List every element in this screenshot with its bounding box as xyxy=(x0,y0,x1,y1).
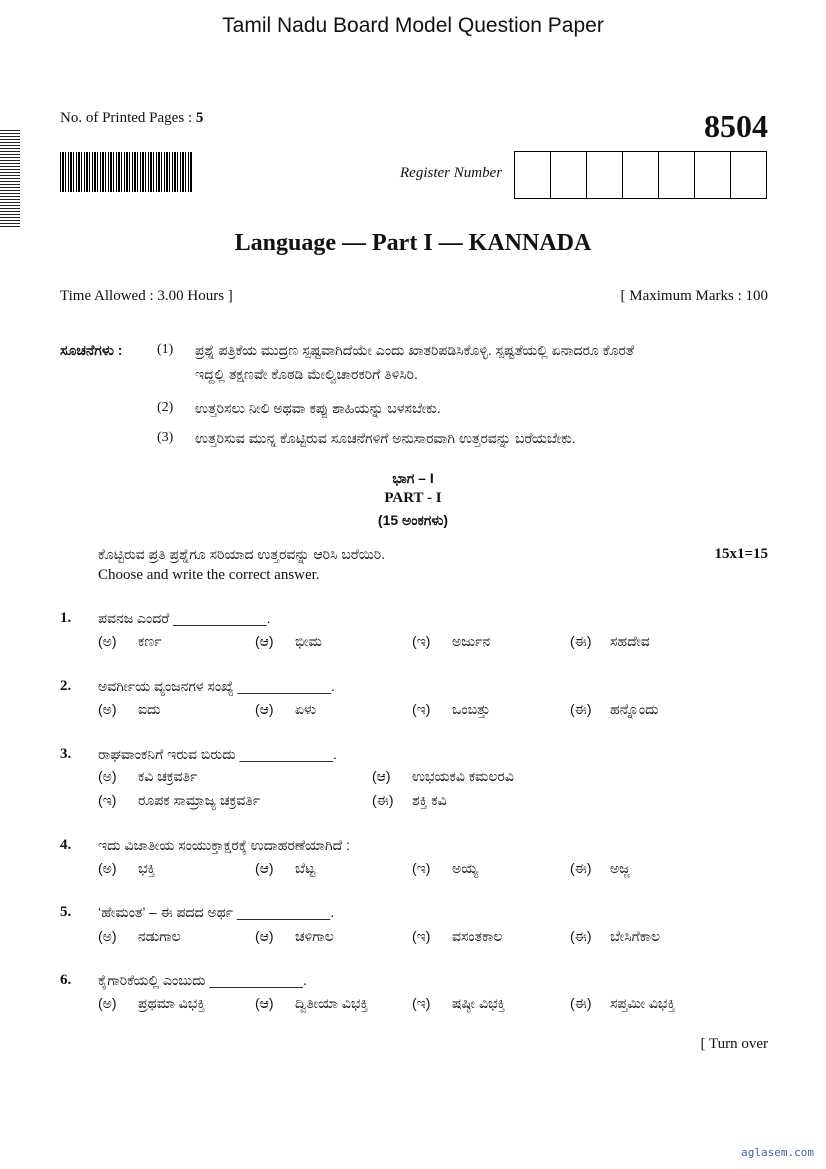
register-box xyxy=(587,152,623,198)
footer-site-link[interactable]: aglasem.com xyxy=(741,1146,814,1159)
option xyxy=(412,860,478,877)
option-label: (ಆ) xyxy=(255,633,274,649)
option-text: ಕವಿ ಚಕ್ರವರ್ತಿ xyxy=(138,768,198,784)
option-text: ವಸಂತಕಾಲ xyxy=(452,928,503,944)
option xyxy=(255,701,316,718)
option-text: ಅರ್ಜುನ xyxy=(452,633,491,649)
option-label: (ಈ) xyxy=(372,792,394,808)
option xyxy=(570,633,650,650)
option-text: ಉಭಯಕವಿ ಕಮಲರವಿ xyxy=(412,768,514,784)
question-text: ಇದು ವಿಜಾತೀಯ ಸಂಯುಕ್ತಾಕ್ಷರಕ್ಕೆ ಉದಾಹರಣೆಯಾಗಿದೆ : xyxy=(98,837,351,853)
option xyxy=(412,995,505,1012)
option-text: ಸಪ್ತಮೀ ವಿಭಕ್ತಿ xyxy=(610,995,676,1011)
option-text: ಸಹದೇವ xyxy=(610,633,650,649)
option-label: (ಅ) xyxy=(98,928,117,944)
option xyxy=(255,860,315,877)
register-box xyxy=(515,152,551,198)
printed-pages-label: No. of Printed Pages : xyxy=(60,110,193,126)
option-text: ಬೆಟ್ಟ xyxy=(295,860,316,876)
part-heading-kannada: ಭಾಗ – I xyxy=(392,470,434,486)
option-text: ಅಯ್ಯ xyxy=(452,860,479,876)
question-text: ಪವನಜ ಎಂದರೆ ____________. xyxy=(98,610,271,626)
option xyxy=(412,928,502,945)
option-text: ಐದು xyxy=(138,701,161,717)
option-text: ಒಂಬತ್ತು xyxy=(452,701,491,717)
option xyxy=(570,995,675,1012)
option xyxy=(98,995,205,1012)
section-marks: 15x1=15 xyxy=(714,546,768,562)
option-text: ಕರ್ಣ xyxy=(138,633,162,649)
option xyxy=(98,701,161,718)
option-label: (ಇ) xyxy=(412,860,431,876)
register-number-label: Register Number xyxy=(400,165,503,181)
option-label: (ಇ) xyxy=(412,928,431,944)
option-label: (ಅ) xyxy=(98,860,117,876)
option-text: ನಡುಗಾಲ xyxy=(138,928,181,944)
register-box xyxy=(731,152,766,198)
question-number: 1. xyxy=(60,610,72,626)
instruction-text xyxy=(195,338,770,386)
option-text: ದ್ವಿತೀಯಾ ವಿಭಕ್ತಿ xyxy=(295,995,369,1011)
option xyxy=(255,928,334,945)
option-label: (ಆ) xyxy=(372,768,391,784)
option-label: (ಈ) xyxy=(570,995,592,1011)
option xyxy=(98,928,181,945)
instruction-line: ಪ್ರಶ್ನೆ ಪತ್ರಿಕೆಯ ಮುದ್ರಣ ಸ್ಪಷ್ಟವಾಗಿದೆಯೇ ಎಂದು ಖಾತರಿಪಡಿಸಿಕೊಳ್ಳಿ. ಸ್ಪಷ್ಟತೆಯಲ್ಲಿ ಏನಾದರೂ ಕೊರತೆ xyxy=(195,342,634,358)
option xyxy=(372,792,447,809)
printed-pages xyxy=(60,110,203,127)
option-text: ಚಳಿಗಾಲ xyxy=(295,928,334,944)
option xyxy=(570,701,659,718)
option xyxy=(570,928,660,945)
option-label: (ಅ) xyxy=(98,701,117,717)
option xyxy=(412,633,490,650)
option-text: ಏಳು xyxy=(295,701,317,717)
turn-over-note: [ Turn over xyxy=(700,1036,768,1052)
option-label: (ಆ) xyxy=(255,860,274,876)
option xyxy=(570,860,630,877)
option-label: (ಆ) xyxy=(255,928,274,944)
option-label: (ಇ) xyxy=(412,633,431,649)
register-box xyxy=(551,152,587,198)
option-label: (ಈ) xyxy=(570,928,592,944)
question-number: 6. xyxy=(60,972,72,988)
option-label: (ಈ) xyxy=(570,633,592,649)
paper-title: Language — Part I — KANNADA xyxy=(234,230,592,256)
option-label: (ಆ) xyxy=(255,701,274,717)
time-allowed: Time Allowed : 3.00 Hours ] xyxy=(60,288,233,304)
part-heading-english: PART - I xyxy=(384,490,442,506)
instruction-number: (2) xyxy=(157,400,174,415)
option xyxy=(98,792,260,809)
option xyxy=(98,768,197,785)
question-number: 4. xyxy=(60,837,72,853)
register-number-boxes xyxy=(514,151,767,199)
choose-instruction-english: Choose and write the correct answer. xyxy=(98,567,320,583)
instruction-text: ಉತ್ತರಿಸುವ ಮುನ್ನ ಕೊಟ್ಟಿರುವ ಸೂಚನೆಗಳಿಗೆ ಅನುಸಾರವಾಗಿ ಉತ್ತರವನ್ನು ಬರೆಯಬೇಕು. xyxy=(195,430,576,446)
instruction-text: ಉತ್ತರಿಸಲು ನೀಲಿ ಅಥವಾ ಕಪ್ಪು ಶಾಹಿಯನ್ನು ಬಳಸಬೇಕು. xyxy=(195,400,441,416)
option xyxy=(255,995,368,1012)
option xyxy=(98,860,155,877)
option-text: ಅಜ್ಜ xyxy=(610,860,630,876)
option xyxy=(255,633,322,650)
option-text: ಭೀಮ xyxy=(295,633,322,649)
instruction-line: ಇದ್ದಲ್ಲಿ ತಕ್ಷಣವೇ ಕೊಠಡಿ ಮೇಲ್ವಿಚಾರಕರಿಗೆ ತಿಳಿಸಿರಿ. xyxy=(195,366,418,382)
option-text: ಷಷ್ಠೀ ವಿಭಕ್ತಿ xyxy=(452,995,506,1011)
option-label: (ಆ) xyxy=(255,995,274,1011)
option-label: (ಅ) xyxy=(98,633,117,649)
option-text: ಶಕ್ತಿ ಕವಿ xyxy=(412,792,447,808)
option-label: (ಅ) xyxy=(98,768,117,784)
instruction-number: (3) xyxy=(157,430,174,445)
choose-instruction-kannada: ಕೊಟ್ಟಿರುವ ಪ್ರತಿ ಪ್ರಶ್ನೆಗೂ ಸರಿಯಾದ ಉತ್ತರವನ್ನು ಆರಿಸಿ ಬರೆಯಿರಿ. xyxy=(98,546,386,562)
option-label: (ಇ) xyxy=(98,792,117,808)
option-label: (ಅ) xyxy=(98,995,117,1011)
question-number: 3. xyxy=(60,746,72,762)
option-label: (ಇ) xyxy=(412,701,431,717)
register-box xyxy=(695,152,731,198)
instructions-label: ಸೂಚನೆಗಳು : xyxy=(60,342,123,358)
question-text: ರಾಘವಾಂಕನಿಗೆ ಇರುವ ಬಿರುದು ____________. xyxy=(98,746,337,762)
part-marks: (15 ಅಂಕಗಳು) xyxy=(377,512,449,528)
register-box xyxy=(659,152,695,198)
option-text: ಪ್ರಥಮಾ ವಿಭಕ್ತಿ xyxy=(138,995,206,1011)
question-number: 5. xyxy=(60,904,72,920)
option-text: ಹನ್ನೊಂದು xyxy=(610,701,659,717)
banner-title: Tamil Nadu Board Model Question Paper xyxy=(222,14,604,37)
option xyxy=(98,633,161,650)
option-text: ಭಕ್ತಿ xyxy=(138,860,156,876)
question-text: ಕೈಗಾರಿಕೆಯಲ್ಲಿ ಎಂಬುದು ____________. xyxy=(98,972,307,988)
option-label: (ಇ) xyxy=(412,995,431,1011)
question-text: ‘ಹೇಮಂತ’ – ಈ ಪದದ ಅರ್ಥ ____________. xyxy=(98,904,335,920)
side-registration-marks xyxy=(0,130,20,228)
option xyxy=(412,701,490,718)
printed-pages-value: 5 xyxy=(195,110,204,126)
barcode-image xyxy=(60,152,192,192)
option-text: ಬೇಸಿಗೆಕಾಲ xyxy=(610,928,661,944)
question-text: ಅವರ್ಗೀಯ ವ್ಯಂಜನಗಳ ಸಂಖ್ಯೆ ____________. xyxy=(98,678,335,694)
option-text: ರೂಪಕ ಸಾಮ್ರಾಜ್ಯ ಚಕ್ರವರ್ತಿ xyxy=(138,792,261,808)
max-marks: [ Maximum Marks : 100 xyxy=(620,288,768,304)
register-box xyxy=(623,152,659,198)
option-label: (ಈ) xyxy=(570,860,592,876)
question-number: 2. xyxy=(60,678,72,694)
option-label: (ಈ) xyxy=(570,701,592,717)
paper-code: 8504 xyxy=(704,108,768,144)
option xyxy=(372,768,514,785)
instruction-number: (1) xyxy=(157,342,174,357)
